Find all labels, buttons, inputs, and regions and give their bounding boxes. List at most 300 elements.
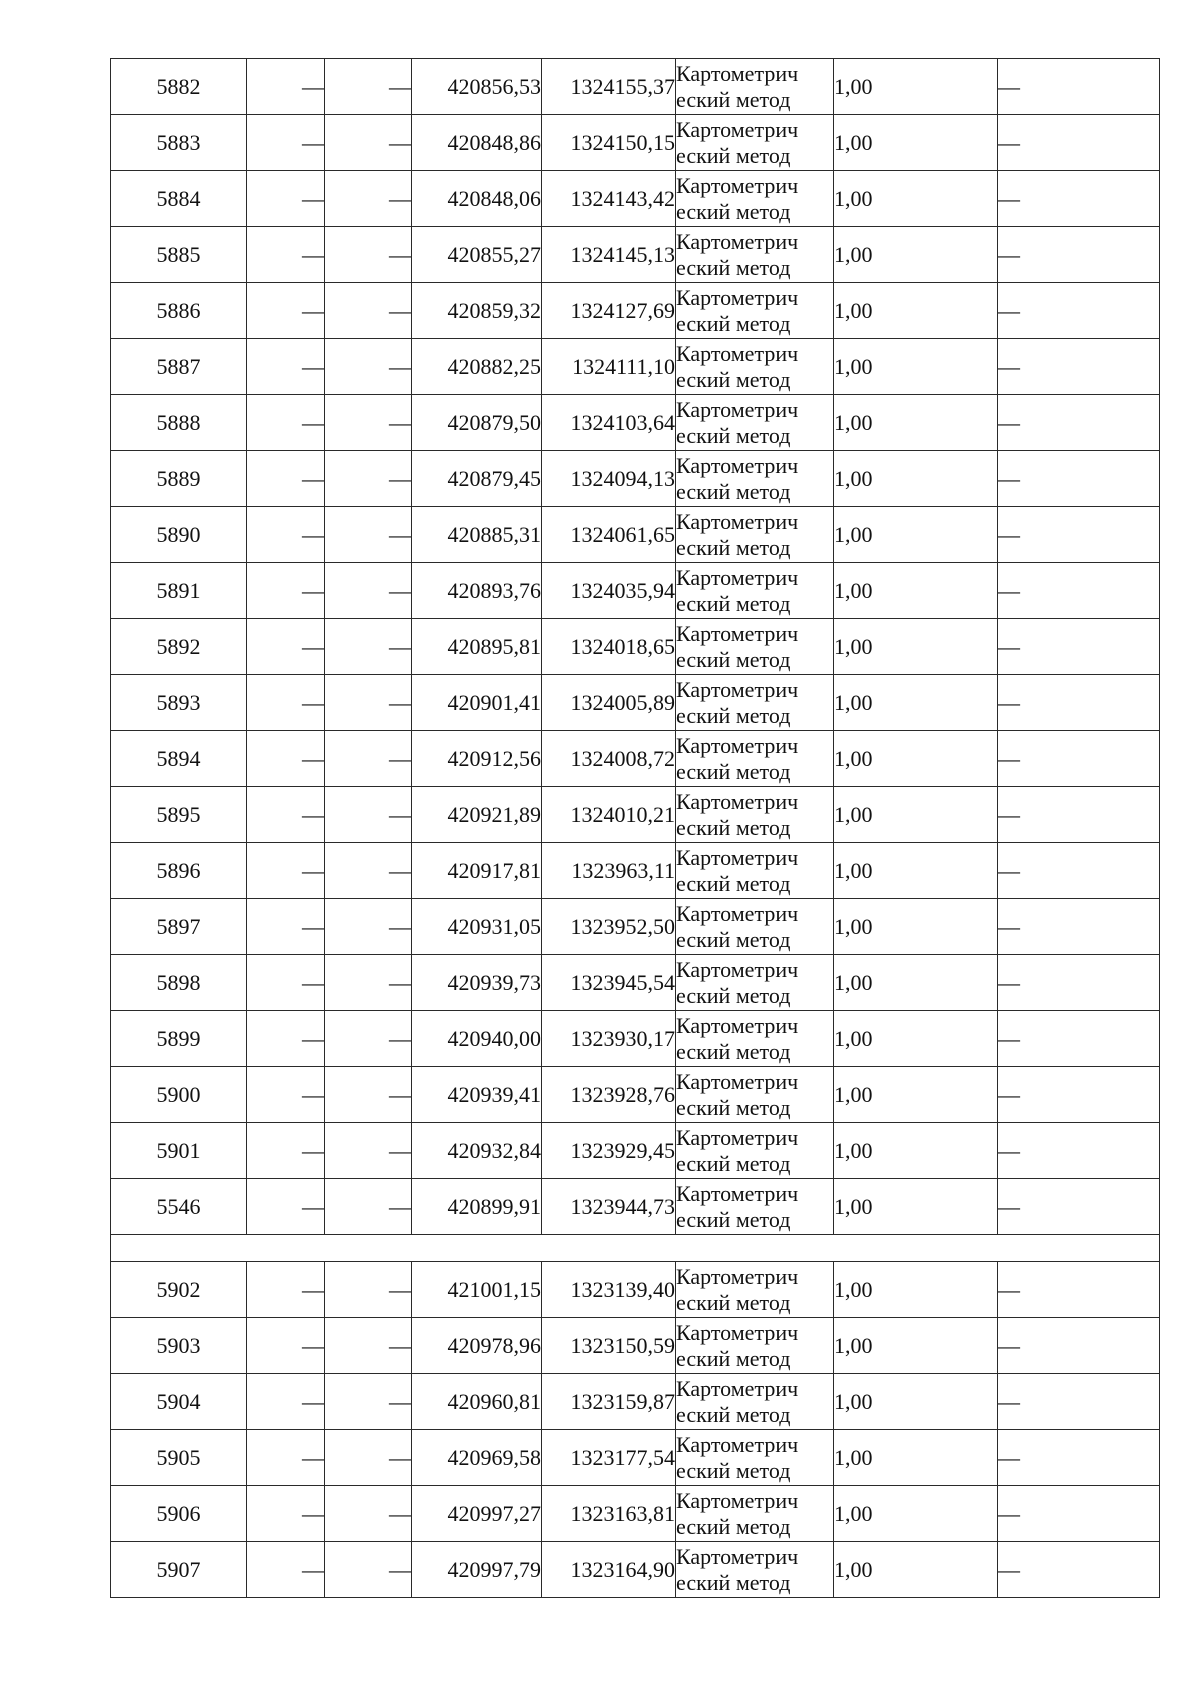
point-number-cell: 5901 bbox=[111, 1123, 247, 1179]
dash-cell: — bbox=[247, 1179, 325, 1235]
table-row bbox=[111, 843, 1160, 899]
y-coordinate-cell: 1323945,54 bbox=[542, 955, 676, 1011]
note-dash-cell: — bbox=[998, 843, 1160, 899]
point-number-cell: 5899 bbox=[111, 1011, 247, 1067]
accuracy-cell: 1,00 bbox=[834, 1179, 998, 1235]
method-cell bbox=[676, 1318, 834, 1374]
x-coordinate-cell: 420960,81 bbox=[412, 1374, 542, 1430]
dash-cell: — bbox=[247, 675, 325, 731]
method-text-line-2: еский метод bbox=[676, 534, 791, 560]
accuracy-cell: 1,00 bbox=[834, 843, 998, 899]
dash-cell: — bbox=[247, 339, 325, 395]
method-cell bbox=[676, 955, 834, 1011]
coordinates-table bbox=[110, 58, 1160, 1598]
accuracy-cell: 1,00 bbox=[834, 227, 998, 283]
note-dash-cell: — bbox=[998, 675, 1160, 731]
dash-cell: — bbox=[247, 1123, 325, 1179]
dash-cell: — bbox=[247, 395, 325, 451]
accuracy-cell: 1,00 bbox=[834, 787, 998, 843]
method-text-line-2: еский метод bbox=[676, 1457, 791, 1483]
table-row bbox=[111, 787, 1160, 843]
point-number-cell: 5903 bbox=[111, 1318, 247, 1374]
y-coordinate-cell: 1323929,45 bbox=[542, 1123, 676, 1179]
dash-cell: — bbox=[247, 1262, 325, 1318]
method-text-line-1: Картометрич bbox=[676, 1375, 799, 1401]
method-cell bbox=[676, 451, 834, 507]
method-text-line-2: еский метод bbox=[676, 254, 791, 280]
x-coordinate-cell: 420893,76 bbox=[412, 563, 542, 619]
point-number-cell: 5898 bbox=[111, 955, 247, 1011]
method-text-line-1: Картометрич bbox=[676, 788, 799, 814]
table-row bbox=[111, 1262, 1160, 1318]
table-row bbox=[111, 563, 1160, 619]
accuracy-cell: 1,00 bbox=[834, 171, 998, 227]
method-text-line-1: Картометрич bbox=[676, 1319, 799, 1345]
dash-cell: — bbox=[325, 171, 412, 227]
x-coordinate-cell: 420899,91 bbox=[412, 1179, 542, 1235]
method-cell bbox=[676, 1179, 834, 1235]
point-number-cell: 5892 bbox=[111, 619, 247, 675]
table-row bbox=[111, 1123, 1160, 1179]
point-number-cell: 5895 bbox=[111, 787, 247, 843]
dash-cell: — bbox=[247, 1318, 325, 1374]
dash-cell: — bbox=[325, 1430, 412, 1486]
dash-cell: — bbox=[325, 1262, 412, 1318]
method-text-line-2: еский метод bbox=[676, 1345, 791, 1371]
dash-cell: — bbox=[325, 563, 412, 619]
point-number-cell: 5889 bbox=[111, 451, 247, 507]
x-coordinate-cell: 420855,27 bbox=[412, 227, 542, 283]
x-coordinate-cell: 420882,25 bbox=[412, 339, 542, 395]
accuracy-cell: 1,00 bbox=[834, 619, 998, 675]
method-cell bbox=[676, 787, 834, 843]
dash-cell: — bbox=[325, 59, 412, 115]
method-text-line-1: Картометрич bbox=[676, 1487, 799, 1513]
method-text-line-2: еский метод bbox=[676, 86, 791, 112]
note-dash-cell: — bbox=[998, 507, 1160, 563]
method-cell bbox=[676, 1262, 834, 1318]
table-row bbox=[111, 339, 1160, 395]
method-cell bbox=[676, 1011, 834, 1067]
x-coordinate-cell: 420969,58 bbox=[412, 1430, 542, 1486]
point-number-cell: 5890 bbox=[111, 507, 247, 563]
table-row bbox=[111, 507, 1160, 563]
point-number-cell: 5885 bbox=[111, 227, 247, 283]
method-cell bbox=[676, 675, 834, 731]
method-text-line-1: Картометрич bbox=[676, 1124, 799, 1150]
note-dash-cell: — bbox=[998, 787, 1160, 843]
method-text-line-2: еский метод bbox=[676, 982, 791, 1008]
table-row bbox=[111, 395, 1160, 451]
y-coordinate-cell: 1324155,37 bbox=[542, 59, 676, 115]
y-coordinate-cell: 1324094,13 bbox=[542, 451, 676, 507]
method-text-line-1: Картометрич bbox=[676, 1068, 799, 1094]
method-text-line-1: Картометрич bbox=[676, 956, 799, 982]
x-coordinate-cell: 420997,27 bbox=[412, 1486, 542, 1542]
method-cell bbox=[676, 731, 834, 787]
method-text-line-2: еский метод bbox=[676, 590, 791, 616]
point-number-cell: 5886 bbox=[111, 283, 247, 339]
dash-cell: — bbox=[247, 507, 325, 563]
dash-cell: — bbox=[325, 451, 412, 507]
dash-cell: — bbox=[325, 507, 412, 563]
method-text-line-1: Картометрич bbox=[676, 900, 799, 926]
dash-cell: — bbox=[247, 283, 325, 339]
table-row bbox=[111, 227, 1160, 283]
x-coordinate-cell: 420939,41 bbox=[412, 1067, 542, 1123]
x-coordinate-cell: 420912,56 bbox=[412, 731, 542, 787]
method-cell bbox=[676, 899, 834, 955]
note-dash-cell: — bbox=[998, 171, 1160, 227]
table-row bbox=[111, 1374, 1160, 1430]
note-dash-cell: — bbox=[998, 227, 1160, 283]
method-text-line-1: Картометрич bbox=[676, 564, 799, 590]
table-row bbox=[111, 1011, 1160, 1067]
point-number-cell: 5884 bbox=[111, 171, 247, 227]
method-text-line-2: еский метод bbox=[676, 926, 791, 952]
dash-cell: — bbox=[247, 1486, 325, 1542]
table-row bbox=[111, 731, 1160, 787]
y-coordinate-cell: 1324103,64 bbox=[542, 395, 676, 451]
dash-cell: — bbox=[247, 955, 325, 1011]
dash-cell: — bbox=[325, 283, 412, 339]
y-coordinate-cell: 1323963,11 bbox=[542, 843, 676, 899]
dash-cell: — bbox=[325, 843, 412, 899]
point-number-cell: 5888 bbox=[111, 395, 247, 451]
dash-cell: — bbox=[325, 955, 412, 1011]
note-dash-cell: — bbox=[998, 1542, 1160, 1598]
method-text-line-1: Картометрич bbox=[676, 732, 799, 758]
method-text-line-2: еский метод bbox=[676, 1401, 791, 1427]
method-text-line-2: еский метод bbox=[676, 1038, 791, 1064]
point-number-cell: 5906 bbox=[111, 1486, 247, 1542]
point-number-cell: 5893 bbox=[111, 675, 247, 731]
dash-cell: — bbox=[247, 451, 325, 507]
note-dash-cell: — bbox=[998, 59, 1160, 115]
method-text-line-1: Картометрич bbox=[676, 1263, 799, 1289]
method-cell bbox=[676, 1430, 834, 1486]
x-coordinate-cell: 420848,86 bbox=[412, 115, 542, 171]
note-dash-cell: — bbox=[998, 1486, 1160, 1542]
note-dash-cell: — bbox=[998, 1318, 1160, 1374]
method-cell bbox=[676, 1374, 834, 1430]
dash-cell: — bbox=[247, 787, 325, 843]
point-number-cell: 5907 bbox=[111, 1542, 247, 1598]
dash-cell: — bbox=[247, 1542, 325, 1598]
dash-cell: — bbox=[325, 395, 412, 451]
table-row bbox=[111, 955, 1160, 1011]
method-cell bbox=[676, 339, 834, 395]
note-dash-cell: — bbox=[998, 1011, 1160, 1067]
accuracy-cell: 1,00 bbox=[834, 1067, 998, 1123]
accuracy-cell: 1,00 bbox=[834, 339, 998, 395]
method-text-line-1: Картометрич bbox=[676, 620, 799, 646]
x-coordinate-cell: 420895,81 bbox=[412, 619, 542, 675]
note-dash-cell: — bbox=[998, 955, 1160, 1011]
dash-cell: — bbox=[247, 1011, 325, 1067]
method-text-line-2: еский метод bbox=[676, 142, 791, 168]
y-coordinate-cell: 1324111,10 bbox=[542, 339, 676, 395]
x-coordinate-cell: 420978,96 bbox=[412, 1318, 542, 1374]
accuracy-cell: 1,00 bbox=[834, 507, 998, 563]
x-coordinate-cell: 420939,73 bbox=[412, 955, 542, 1011]
x-coordinate-cell: 420885,31 bbox=[412, 507, 542, 563]
x-coordinate-cell: 420931,05 bbox=[412, 899, 542, 955]
method-cell bbox=[676, 59, 834, 115]
dash-cell: — bbox=[325, 899, 412, 955]
accuracy-cell: 1,00 bbox=[834, 899, 998, 955]
dash-cell: — bbox=[247, 843, 325, 899]
table-row bbox=[111, 59, 1160, 115]
y-coordinate-cell: 1323930,17 bbox=[542, 1011, 676, 1067]
y-coordinate-cell: 1324145,13 bbox=[542, 227, 676, 283]
separator-cell bbox=[111, 1235, 1160, 1262]
point-number-cell: 5546 bbox=[111, 1179, 247, 1235]
x-coordinate-cell: 420901,41 bbox=[412, 675, 542, 731]
method-cell bbox=[676, 395, 834, 451]
accuracy-cell: 1,00 bbox=[834, 1318, 998, 1374]
y-coordinate-cell: 1324150,15 bbox=[542, 115, 676, 171]
dash-cell: — bbox=[325, 1179, 412, 1235]
method-text-line-1: Картометрич bbox=[676, 1431, 799, 1457]
method-cell bbox=[676, 227, 834, 283]
dash-cell: — bbox=[247, 563, 325, 619]
y-coordinate-cell: 1323139,40 bbox=[542, 1262, 676, 1318]
point-number-cell: 5882 bbox=[111, 59, 247, 115]
method-text-line-2: еский метод bbox=[676, 1094, 791, 1120]
accuracy-cell: 1,00 bbox=[834, 1486, 998, 1542]
table-row bbox=[111, 1542, 1160, 1598]
dash-cell: — bbox=[247, 171, 325, 227]
point-number-cell: 5897 bbox=[111, 899, 247, 955]
method-text-line-2: еский метод bbox=[676, 366, 791, 392]
table-row bbox=[111, 619, 1160, 675]
note-dash-cell: — bbox=[998, 899, 1160, 955]
method-text-line-2: еский метод bbox=[676, 1206, 791, 1232]
accuracy-cell: 1,00 bbox=[834, 563, 998, 619]
note-dash-cell: — bbox=[998, 1123, 1160, 1179]
dash-cell: — bbox=[325, 115, 412, 171]
dash-cell: — bbox=[325, 1318, 412, 1374]
method-text-line-1: Картометрич bbox=[676, 228, 799, 254]
x-coordinate-cell: 420879,45 bbox=[412, 451, 542, 507]
method-cell bbox=[676, 507, 834, 563]
table-row bbox=[111, 899, 1160, 955]
table-row bbox=[111, 1067, 1160, 1123]
x-coordinate-cell: 420848,06 bbox=[412, 171, 542, 227]
method-text-line-2: еский метод bbox=[676, 478, 791, 504]
note-dash-cell: — bbox=[998, 1067, 1160, 1123]
table-row bbox=[111, 115, 1160, 171]
table-row bbox=[111, 675, 1160, 731]
method-text-line-2: еский метод bbox=[676, 646, 791, 672]
y-coordinate-cell: 1323163,81 bbox=[542, 1486, 676, 1542]
method-text-line-2: еский метод bbox=[676, 198, 791, 224]
note-dash-cell: — bbox=[998, 563, 1160, 619]
method-text-line-1: Картометрич bbox=[676, 172, 799, 198]
table-row bbox=[111, 171, 1160, 227]
method-text-line-2: еский метод bbox=[676, 758, 791, 784]
note-dash-cell: — bbox=[998, 1179, 1160, 1235]
y-coordinate-cell: 1323952,50 bbox=[542, 899, 676, 955]
method-cell bbox=[676, 1542, 834, 1598]
table-row bbox=[111, 1318, 1160, 1374]
table-row bbox=[111, 1486, 1160, 1542]
y-coordinate-cell: 1323164,90 bbox=[542, 1542, 676, 1598]
dash-cell: — bbox=[325, 339, 412, 395]
method-cell bbox=[676, 283, 834, 339]
note-dash-cell: — bbox=[998, 1430, 1160, 1486]
dash-cell: — bbox=[325, 1067, 412, 1123]
y-coordinate-cell: 1324035,94 bbox=[542, 563, 676, 619]
dash-cell: — bbox=[325, 1123, 412, 1179]
note-dash-cell: — bbox=[998, 1374, 1160, 1430]
accuracy-cell: 1,00 bbox=[834, 59, 998, 115]
x-coordinate-cell: 420879,50 bbox=[412, 395, 542, 451]
accuracy-cell: 1,00 bbox=[834, 1123, 998, 1179]
method-text-line-1: Картометрич bbox=[676, 508, 799, 534]
accuracy-cell: 1,00 bbox=[834, 1262, 998, 1318]
note-dash-cell: — bbox=[998, 619, 1160, 675]
note-dash-cell: — bbox=[998, 283, 1160, 339]
dash-cell: — bbox=[325, 787, 412, 843]
dash-cell: — bbox=[325, 619, 412, 675]
method-text-line-1: Картометрич bbox=[676, 116, 799, 142]
note-dash-cell: — bbox=[998, 395, 1160, 451]
note-dash-cell: — bbox=[998, 339, 1160, 395]
dash-cell: — bbox=[325, 1374, 412, 1430]
y-coordinate-cell: 1324143,42 bbox=[542, 171, 676, 227]
dash-cell: — bbox=[247, 115, 325, 171]
method-text-line-1: Картометрич bbox=[676, 1543, 799, 1569]
method-text-line-2: еский метод bbox=[676, 422, 791, 448]
y-coordinate-cell: 1324018,65 bbox=[542, 619, 676, 675]
method-text-line-2: еский метод bbox=[676, 1150, 791, 1176]
accuracy-cell: 1,00 bbox=[834, 115, 998, 171]
x-coordinate-cell: 421001,15 bbox=[412, 1262, 542, 1318]
dash-cell: — bbox=[247, 1374, 325, 1430]
x-coordinate-cell: 420997,79 bbox=[412, 1542, 542, 1598]
method-cell bbox=[676, 619, 834, 675]
point-number-cell: 5891 bbox=[111, 563, 247, 619]
point-number-cell: 5900 bbox=[111, 1067, 247, 1123]
dash-cell: — bbox=[247, 619, 325, 675]
accuracy-cell: 1,00 bbox=[834, 283, 998, 339]
y-coordinate-cell: 1324127,69 bbox=[542, 283, 676, 339]
dash-cell: — bbox=[247, 731, 325, 787]
method-text-line-1: Картометрич bbox=[676, 60, 799, 86]
note-dash-cell: — bbox=[998, 1262, 1160, 1318]
method-cell bbox=[676, 1123, 834, 1179]
y-coordinate-cell: 1324010,21 bbox=[542, 787, 676, 843]
accuracy-cell: 1,00 bbox=[834, 395, 998, 451]
method-text-line-1: Картометрич bbox=[676, 844, 799, 870]
note-dash-cell: — bbox=[998, 115, 1160, 171]
accuracy-cell: 1,00 bbox=[834, 955, 998, 1011]
y-coordinate-cell: 1323928,76 bbox=[542, 1067, 676, 1123]
point-number-cell: 5905 bbox=[111, 1430, 247, 1486]
dash-cell: — bbox=[247, 59, 325, 115]
method-text-line-2: еский метод bbox=[676, 814, 791, 840]
y-coordinate-cell: 1323159,87 bbox=[542, 1374, 676, 1430]
table-row bbox=[111, 1179, 1160, 1235]
y-coordinate-cell: 1323944,73 bbox=[542, 1179, 676, 1235]
method-cell bbox=[676, 1067, 834, 1123]
accuracy-cell: 1,00 bbox=[834, 1430, 998, 1486]
point-number-cell: 5902 bbox=[111, 1262, 247, 1318]
method-text-line-1: Картометрич bbox=[676, 1012, 799, 1038]
note-dash-cell: — bbox=[998, 731, 1160, 787]
y-coordinate-cell: 1324005,89 bbox=[542, 675, 676, 731]
table-row bbox=[111, 283, 1160, 339]
method-cell bbox=[676, 115, 834, 171]
method-text-line-2: еский метод bbox=[676, 1289, 791, 1315]
point-number-cell: 5883 bbox=[111, 115, 247, 171]
note-dash-cell: — bbox=[998, 451, 1160, 507]
method-text-line-1: Картометрич bbox=[676, 452, 799, 478]
x-coordinate-cell: 420921,89 bbox=[412, 787, 542, 843]
table-row bbox=[111, 1430, 1160, 1486]
accuracy-cell: 1,00 bbox=[834, 1374, 998, 1430]
x-coordinate-cell: 420859,32 bbox=[412, 283, 542, 339]
point-number-cell: 5887 bbox=[111, 339, 247, 395]
method-text-line-1: Картометрич bbox=[676, 396, 799, 422]
y-coordinate-cell: 1323150,59 bbox=[542, 1318, 676, 1374]
accuracy-cell: 1,00 bbox=[834, 451, 998, 507]
method-cell bbox=[676, 843, 834, 899]
accuracy-cell: 1,00 bbox=[834, 1011, 998, 1067]
dash-cell: — bbox=[247, 899, 325, 955]
accuracy-cell: 1,00 bbox=[834, 675, 998, 731]
y-coordinate-cell: 1324008,72 bbox=[542, 731, 676, 787]
y-coordinate-cell: 1324061,65 bbox=[542, 507, 676, 563]
x-coordinate-cell: 420940,00 bbox=[412, 1011, 542, 1067]
dash-cell: — bbox=[247, 1067, 325, 1123]
dash-cell: — bbox=[325, 1542, 412, 1598]
x-coordinate-cell: 420856,53 bbox=[412, 59, 542, 115]
point-number-cell: 5904 bbox=[111, 1374, 247, 1430]
table-row bbox=[111, 451, 1160, 507]
method-text-line-1: Картометрич bbox=[676, 340, 799, 366]
method-cell bbox=[676, 1486, 834, 1542]
method-text-line-1: Картометрич bbox=[676, 1180, 799, 1206]
accuracy-cell: 1,00 bbox=[834, 1542, 998, 1598]
dash-cell: — bbox=[325, 1011, 412, 1067]
method-text-line-2: еский метод bbox=[676, 870, 791, 896]
dash-cell: — bbox=[247, 1430, 325, 1486]
dash-cell: — bbox=[325, 731, 412, 787]
contour-separator-row bbox=[111, 1235, 1160, 1262]
dash-cell: — bbox=[247, 227, 325, 283]
method-cell bbox=[676, 171, 834, 227]
method-text-line-1: Картометрич bbox=[676, 676, 799, 702]
method-text-line-2: еский метод bbox=[676, 1513, 791, 1539]
dash-cell: — bbox=[325, 675, 412, 731]
x-coordinate-cell: 420917,81 bbox=[412, 843, 542, 899]
point-number-cell: 5894 bbox=[111, 731, 247, 787]
method-text-line-2: еский метод bbox=[676, 310, 791, 336]
method-cell bbox=[676, 563, 834, 619]
method-text-line-2: еский метод bbox=[676, 702, 791, 728]
x-coordinate-cell: 420932,84 bbox=[412, 1123, 542, 1179]
accuracy-cell: 1,00 bbox=[834, 731, 998, 787]
dash-cell: — bbox=[325, 1486, 412, 1542]
method-text-line-1: Картометрич bbox=[676, 284, 799, 310]
point-number-cell: 5896 bbox=[111, 843, 247, 899]
method-text-line-2: еский метод bbox=[676, 1569, 791, 1595]
dash-cell: — bbox=[325, 227, 412, 283]
y-coordinate-cell: 1323177,54 bbox=[542, 1430, 676, 1486]
